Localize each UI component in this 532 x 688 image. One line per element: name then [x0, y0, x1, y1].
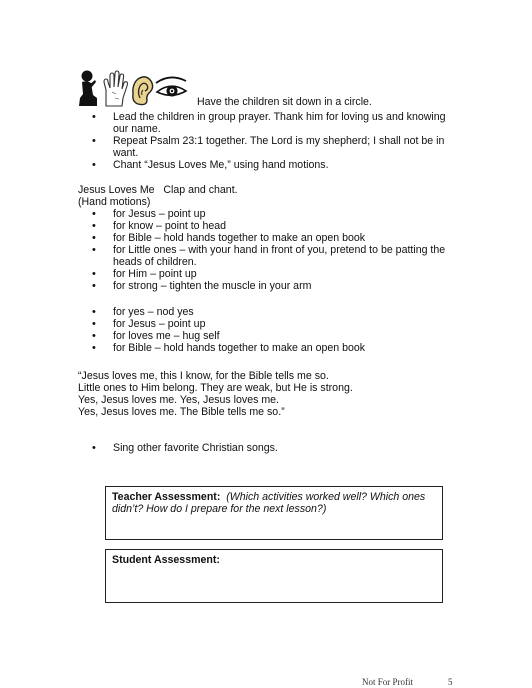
list-item: • for know – point to head — [92, 220, 452, 232]
lyric-line: Yes, Jesus loves me. Yes, Jesus loves me. — [78, 394, 279, 406]
list-item: • for strong – tighten the muscle in your arm — [92, 280, 452, 292]
hand-motions-list-2 — [92, 306, 452, 354]
teacher-assessment-label: Teacher Assessment: — [112, 491, 221, 503]
hand-motions-label: (Hand motions) — [78, 196, 151, 208]
eye-icon — [156, 77, 186, 96]
ear-icon — [133, 77, 153, 105]
lyric-line: Little ones to Him belong. They are weak, but He is strong. — [78, 382, 353, 394]
song-lyrics — [78, 370, 438, 418]
list-item: • for loves me – hug self — [92, 330, 452, 342]
page-number: 5 — [448, 677, 453, 687]
list-item: • Repeat Psalm 23:1 together. The Lord is my shepherd; I shall not be in want. — [92, 135, 452, 159]
footer-text: Not For Profit — [362, 677, 414, 687]
lyric-line: “Jesus loves me, this I know, for the Bible tells me so. — [78, 370, 329, 382]
teacher-assessment-box — [105, 486, 443, 540]
list-item: • Chant “Jesus Loves Me,” using hand motions. — [92, 159, 452, 171]
list-item: • for Him – point up — [92, 268, 452, 280]
list-item: • Lead the children in group prayer. Thank him for loving us and knowing our name. — [92, 111, 452, 135]
list-item: • for Bible – hold hands together to make an open book — [92, 342, 452, 354]
activity-list — [92, 111, 452, 171]
hand-motions-list — [92, 208, 452, 292]
student-assessment-box — [105, 549, 443, 603]
list-item: • Sing other favorite Christian songs. — [92, 442, 452, 454]
intro-instruction: Have the children sit down in a circle. — [197, 96, 372, 108]
activity-icons — [76, 68, 188, 110]
list-item: • for Jesus – point up — [92, 208, 452, 220]
teacher-assessment-prompt: (Which activities worked well? Which ones didn’t? How do I prepare for the next lesson?) — [112, 491, 426, 515]
extra-activity-list — [92, 442, 452, 454]
praying-child-icon — [79, 71, 97, 107]
student-assessment-label: Student Assessment: — [112, 554, 220, 566]
list-item: • for Jesus – point up — [92, 318, 452, 330]
hand-icon — [104, 71, 128, 106]
list-item: • for yes – nod yes — [92, 306, 452, 318]
lyric-line: Yes, Jesus loves me. The Bible tells me so.” — [78, 406, 285, 418]
list-item: • for Little ones – with your hand in front of you, pretend to be patting the heads of children. — [92, 244, 452, 268]
list-item: • for Bible – hold hands together to make an open book — [92, 232, 452, 244]
song-title: Jesus Loves Me Clap and chant. — [78, 184, 238, 196]
